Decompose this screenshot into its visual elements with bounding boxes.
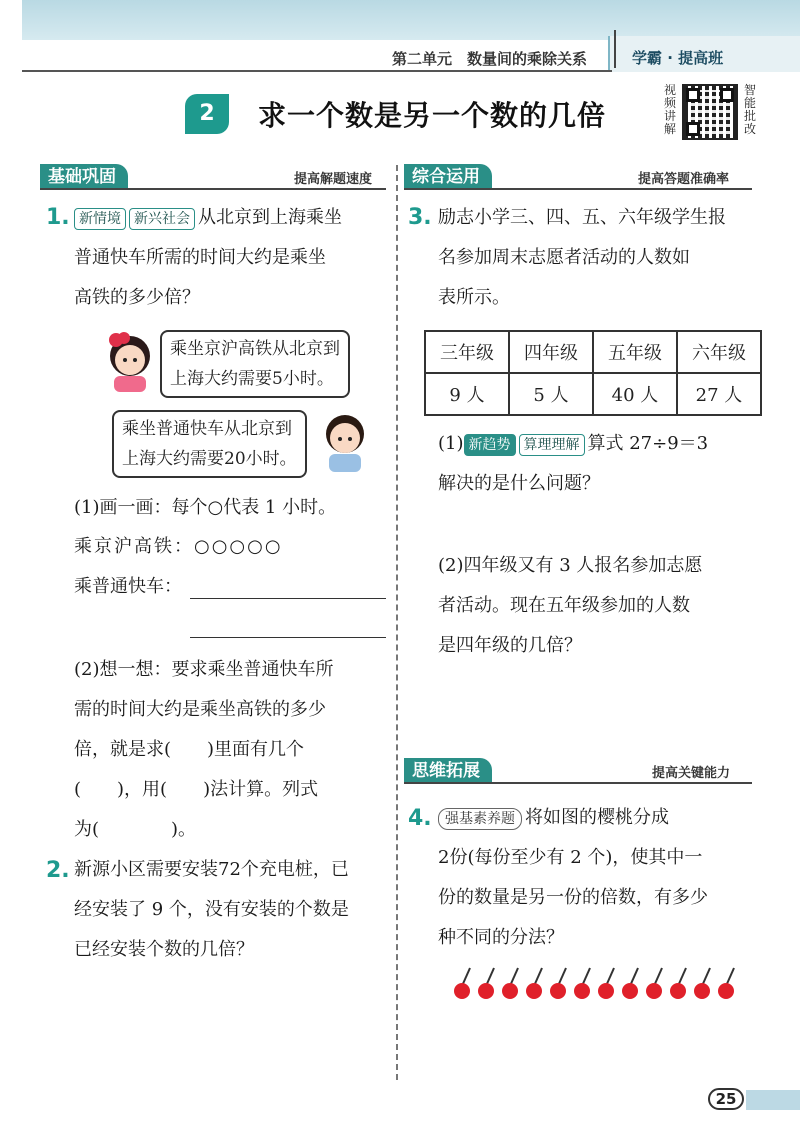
q2-line1: 新源小区需要安装72个充电桩，已 <box>74 859 349 880</box>
table-value-cell: 40 人 <box>593 373 677 415</box>
q4-number: 4. <box>408 806 432 831</box>
q3-part2-line3: 是四年级的几倍？ <box>438 635 582 656</box>
girl-bubble-line1: 乘坐京沪高铁从北京到 <box>170 339 340 359</box>
lesson-number-badge: 2 <box>185 94 229 134</box>
q1-number: 1. <box>46 205 70 230</box>
page-number: 25 <box>708 1088 744 1110</box>
boy-avatar <box>318 408 372 472</box>
header-divider <box>22 70 612 72</box>
q1-tag-society: 新兴社会 <box>129 208 195 230</box>
q3-part1-expression: 算式 27÷9＝3 <box>587 433 709 454</box>
q1-line3: 高铁的多少倍？ <box>74 287 200 308</box>
q1-part2-line4: ( )，用( )法计算。列式 <box>74 779 319 800</box>
q3-part2-line1: (2)四年级又有 3 人报名参加志愿 <box>438 555 703 576</box>
boy-bubble-line2: 上海大约需要20小时。 <box>122 449 297 469</box>
q3-part1-prefix: (1) <box>438 433 464 454</box>
cherry-icon <box>502 968 518 999</box>
q1-part2-line1: (2)想一想：要求乘坐普通快车所 <box>74 659 334 680</box>
cherry-icon <box>454 968 470 999</box>
section-basic-label: 基础巩固 <box>40 164 128 190</box>
q3-part1-line2: 解决的是什么问题？ <box>438 473 600 494</box>
q2-number: 2. <box>46 858 70 883</box>
grade-table-header-row <box>425 331 761 373</box>
q4-text-1: 将如图的樱桃分成 <box>525 807 669 828</box>
q4-tag: 强基素养题 <box>438 808 522 830</box>
q4-line3: 份的数量是另一份的倍数，有多少 <box>438 887 708 908</box>
q4-line1 <box>438 798 669 838</box>
q3-line2: 名参加周末志愿者活动的人数如 <box>438 247 690 268</box>
table-header-cell: 四年级 <box>509 331 593 373</box>
cherry-icon <box>646 968 662 999</box>
q2-line3: 已经安装个数的几倍？ <box>74 939 254 960</box>
table-header-cell: 五年级 <box>593 331 677 373</box>
cherry-icon <box>598 968 614 999</box>
qr-code-icon[interactable] <box>682 84 738 140</box>
table-value-cell: 27 人 <box>677 373 761 415</box>
qr-label-right: 智能批改 <box>744 83 757 136</box>
grade-table-value-row <box>425 373 761 415</box>
q1-part2-line2: 需的时间大约是乘坐高铁的多少 <box>74 699 326 720</box>
cherry-icon <box>718 968 734 999</box>
girl-speech-bubble <box>160 330 350 398</box>
q1-text-1: 从北京到上海乘坐 <box>198 207 342 228</box>
q4-line2: 2份(每份至少有 2 个)，使其中一 <box>438 847 703 868</box>
grade-table <box>424 330 762 416</box>
boy-speech-bubble <box>112 410 307 478</box>
section-extend-label: 思维拓展 <box>404 758 492 784</box>
q2-line2: 经安装了 9 个，没有安装的个数是 <box>74 899 349 920</box>
q4-line4: 种不同的分法？ <box>438 927 564 948</box>
cherry-row-image <box>450 964 750 1004</box>
section-basic-tip: 提高解题速度 <box>294 172 373 187</box>
q3-tag-reasoning: 算理理解 <box>519 434 585 456</box>
table-value-cell: 5 人 <box>509 373 593 415</box>
cherry-icon <box>622 968 638 999</box>
brand-arrow-icon <box>614 30 616 68</box>
table-header-cell: 三年级 <box>425 331 509 373</box>
girl-avatar <box>102 330 158 392</box>
table-header-cell: 六年级 <box>677 331 761 373</box>
q3-line3: 表所示。 <box>438 287 510 308</box>
q1-part2-line3: 倍，就是求( )里面有几个 <box>74 739 305 760</box>
section-applied-tip: 提高答题准确率 <box>638 172 730 187</box>
brand-name: 学霸 · 提高班 <box>632 49 724 67</box>
q3-number: 3. <box>408 205 432 230</box>
qr-label-left: 视频讲解 <box>664 83 677 136</box>
unit-title: 第二单元 数量间的乘除关系 <box>392 50 588 68</box>
section-applied-line <box>404 188 752 190</box>
q3-tag-trend: 新趋势 <box>464 434 516 456</box>
cherry-icon <box>574 968 590 999</box>
cherry-icon <box>694 968 710 999</box>
q1-tag-new-context: 新情境 <box>74 208 126 230</box>
cherry-icon <box>478 968 494 999</box>
q1-slow-train-label: 乘普通快车： <box>74 576 182 597</box>
boy-bubble-line1: 乘坐普通快车从北京到 <box>122 419 292 439</box>
column-divider <box>396 165 398 1080</box>
q1-part1: (1)画一画：每个○代表 1 小时。 <box>74 497 337 518</box>
cherry-icon <box>550 968 566 999</box>
q1-part2-line5: 为( )。 <box>74 819 197 840</box>
q3-part1-line1 <box>438 424 708 464</box>
section-basic-line <box>40 188 386 190</box>
q3-line1: 励志小学三、四、五、六年级学生报 <box>438 207 726 228</box>
q3-part2-line2: 者活动。现在五年级参加的人数 <box>438 595 690 616</box>
page-number-band <box>746 1090 800 1110</box>
girl-bubble-line2: 上海大约需要5小时。 <box>170 369 334 389</box>
cherry-icon <box>670 968 686 999</box>
section-extend-tip: 提高关键能力 <box>652 766 731 781</box>
q1-answer-line-1[interactable] <box>190 598 386 599</box>
q1-fast-train-row: 乘京沪高铁：○○○○○ <box>74 536 283 557</box>
top-color-band <box>22 0 800 40</box>
cherry-icon <box>526 968 542 999</box>
q1-line2: 普通快车所需的时间大约是乘坐 <box>74 247 326 268</box>
q1-answer-line-2[interactable] <box>190 637 386 638</box>
lesson-title: 求一个数是另一个数的几倍 <box>258 99 607 132</box>
section-applied-label: 综合运用 <box>404 164 492 190</box>
table-value-cell: 9 人 <box>425 373 509 415</box>
q1-line1 <box>74 198 342 238</box>
section-extend-line <box>404 782 752 784</box>
